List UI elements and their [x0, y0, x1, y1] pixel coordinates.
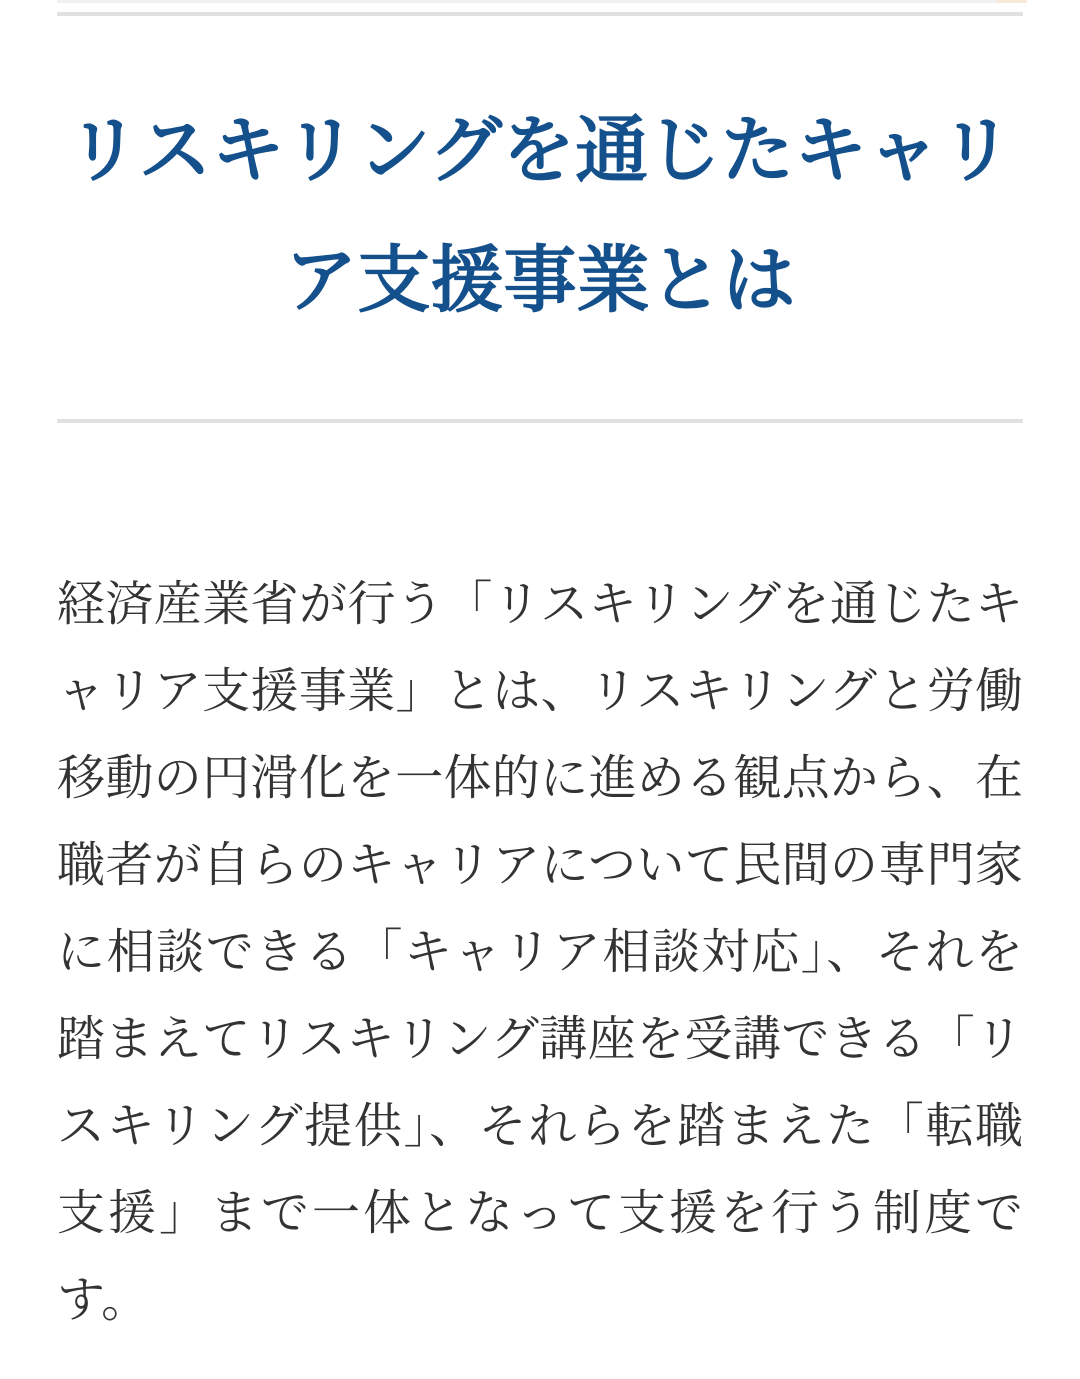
cropped-element-artifact — [995, 0, 1027, 3]
section-divider — [57, 419, 1023, 423]
cropped-divider-artifact — [57, 0, 1023, 3]
page-title: リスキリングを通じたキャリア支援事業とは — [66, 110, 1014, 321]
body-paragraph: 経済産業省が行う「リスキリングを通じたキャリア支援事業」とは、リスキリングと労働移動の円滑化を一体的に進める観点から、在職者が自らのキャリアについて民間の専門家に相談できる「キャリア相談対応」、それを踏まえてリスキリング講座を受講できる「リスキリング提供」、それらを踏まえた「転職支援」まで一体となって支援を行う制度です。 — [57, 578, 1023, 1327]
top-divider — [57, 12, 1023, 16]
